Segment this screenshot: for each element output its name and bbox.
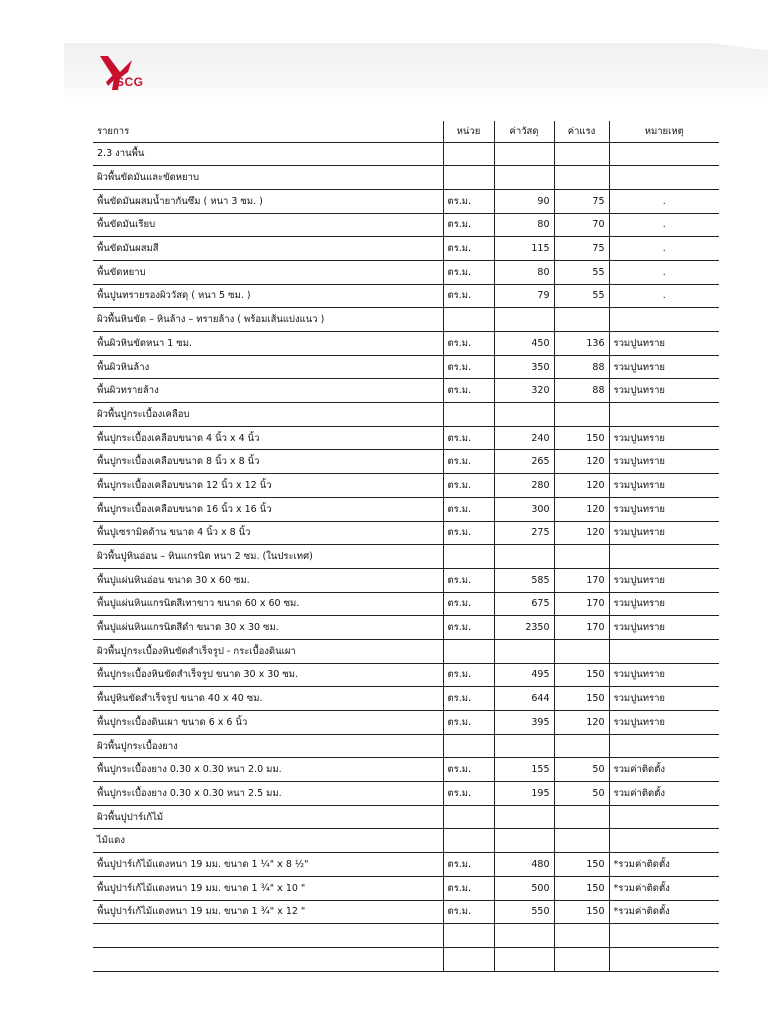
cell-labor: 150 — [554, 687, 609, 711]
cell-material: 115 — [494, 237, 554, 261]
cell-item: พื้นปูปาร์เก้ไม้แดงหนา 19 มม. ขนาด 1 ¼" x 8 ½" — [93, 853, 443, 877]
table-header-row — [93, 121, 719, 142]
cell-material: 500 — [494, 876, 554, 900]
logo-text: SCG — [116, 75, 144, 89]
table-row — [93, 687, 719, 711]
cell-note — [609, 829, 719, 853]
cell-item: ผิวพื้นปูกระเบื้องหินขัดสำเร็จรูป - กระเบื้องดินเผา — [93, 639, 443, 663]
cell-unit — [443, 805, 494, 829]
cell-item: พื้นขัดหยาบ — [93, 260, 443, 284]
cell-material — [494, 734, 554, 758]
cell-unit: ตร.ม. — [443, 355, 494, 379]
cell-labor — [554, 805, 609, 829]
cell-labor: 120 — [554, 474, 609, 498]
cell-item: ผิวพื้นขัดมันและขัดหยาบ — [93, 166, 443, 190]
table-row — [93, 805, 719, 829]
cell-material: 480 — [494, 853, 554, 877]
cell-labor: 88 — [554, 379, 609, 403]
cell-labor: 70 — [554, 213, 609, 237]
table-row — [93, 284, 719, 308]
cell-unit — [443, 403, 494, 427]
cell-material: 644 — [494, 687, 554, 711]
cell-item: ผิวพื้นปูปาร์เก้ไม้ — [93, 805, 443, 829]
cell-note: *รวมค่าติดตั้ง — [609, 853, 719, 877]
cell-unit: ตร.ม. — [443, 379, 494, 403]
cell-note — [609, 639, 719, 663]
cell-item: พื้นปูกระเบื้องเคลือบขนาด 8 นิ้ว x 8 นิ้ว — [93, 450, 443, 474]
cell-material: 585 — [494, 568, 554, 592]
table-row — [93, 900, 719, 924]
cell-note: รวมปูนทราย — [609, 355, 719, 379]
cell-item: พื้นปูกระเบื้องเคลือบขนาด 4 นิ้ว x 4 นิ้ว — [93, 426, 443, 450]
cell-unit: ตร.ม. — [443, 853, 494, 877]
cell-material: 320 — [494, 379, 554, 403]
cell-unit: ตร.ม. — [443, 237, 494, 261]
cell-unit — [443, 308, 494, 332]
cell-labor: 120 — [554, 521, 609, 545]
cell-unit: ตร.ม. — [443, 426, 494, 450]
header-note: หมายเหตุ — [609, 121, 719, 142]
cell-item: ผิวพื้นปูกระเบื้องเคลือบ — [93, 403, 443, 427]
cell-item: พื้นปูกระเบื้องดินเผา ขนาด 6 x 6 นิ้ว — [93, 711, 443, 735]
cell-note: รวมปูนทราย — [609, 450, 719, 474]
cell-labor: 150 — [554, 900, 609, 924]
table-row — [93, 876, 719, 900]
cell-note — [609, 308, 719, 332]
header-unit: หน่วย — [443, 121, 494, 142]
table-row — [93, 237, 719, 261]
cell-item: พื้นปูนทรายรองผิววัสดุ ( หนา 5 ซม. ) — [93, 284, 443, 308]
cell-note: รวมปูนทราย — [609, 474, 719, 498]
cell-material — [494, 829, 554, 853]
cell-note: . — [609, 284, 719, 308]
cell-material: 265 — [494, 450, 554, 474]
cell-labor: 75 — [554, 237, 609, 261]
cell-note: รวมปูนทราย — [609, 426, 719, 450]
cell-unit: ตร.ม. — [443, 900, 494, 924]
cell-item: พื้นปูกระเบื้องเคลือบขนาด 12 นิ้ว x 12 นิ้ว — [93, 474, 443, 498]
cell-material: 350 — [494, 355, 554, 379]
cell-material: 2350 — [494, 616, 554, 640]
cell-note — [609, 166, 719, 190]
cell-labor — [554, 308, 609, 332]
cell-note: รวมปูนทราย — [609, 332, 719, 356]
table-row — [93, 639, 719, 663]
cell-item: พื้นผิวทรายล้าง — [93, 379, 443, 403]
table-row — [93, 829, 719, 853]
table-row — [93, 711, 719, 735]
cell-item — [93, 947, 443, 971]
cell-material: 80 — [494, 260, 554, 284]
cell-item: พื้นปูกระเบื้องยาง 0.30 x 0.30 หนา 2.5 มม. — [93, 782, 443, 806]
cell-note: รวมปูนทราย — [609, 379, 719, 403]
cell-unit: ตร.ม. — [443, 189, 494, 213]
table-row — [93, 426, 719, 450]
cell-labor: 120 — [554, 711, 609, 735]
table-row — [93, 947, 719, 971]
cell-item: ผิวพื้นปูหินอ่อน – หินแกรนิต หนา 2 ซม. (ในประเทศ) — [93, 545, 443, 569]
cell-unit — [443, 545, 494, 569]
cell-unit: ตร.ม. — [443, 663, 494, 687]
cell-material: 675 — [494, 592, 554, 616]
cell-item: พื้นปูกระเบื้องยาง 0.30 x 0.30 หนา 2.0 มม. — [93, 758, 443, 782]
cell-item: พื้นปูแผ่นหินแกรนิตสีดำ ขนาด 30 x 30 ซม. — [93, 616, 443, 640]
cell-note: . — [609, 213, 719, 237]
table-row — [93, 355, 719, 379]
cell-material: 300 — [494, 497, 554, 521]
cell-item: พื้นขัดมันผสมสี — [93, 237, 443, 261]
table-row — [93, 189, 719, 213]
cell-note: รวมปูนทราย — [609, 616, 719, 640]
cell-item: พื้นปูปาร์เก้ไม้แดงหนา 19 มม. ขนาด 1 ¾" x 10 " — [93, 876, 443, 900]
cell-note: รวมปูนทราย — [609, 568, 719, 592]
cell-labor — [554, 545, 609, 569]
cell-item: 2.3 งานพื้น — [93, 142, 443, 166]
cell-unit — [443, 166, 494, 190]
cell-material: 240 — [494, 426, 554, 450]
cell-note: รวมค่าติดตั้ง — [609, 758, 719, 782]
cell-labor: 50 — [554, 782, 609, 806]
cell-material: 450 — [494, 332, 554, 356]
cell-item: พื้นปูกระเบื้องเคลือบขนาด 16 นิ้ว x 16 นิ้ว — [93, 497, 443, 521]
cell-note — [609, 947, 719, 971]
cell-unit: ตร.ม. — [443, 616, 494, 640]
cell-unit — [443, 924, 494, 948]
cell-unit: ตร.ม. — [443, 758, 494, 782]
cell-material: 155 — [494, 758, 554, 782]
table-row — [93, 663, 719, 687]
table-row — [93, 260, 719, 284]
table-row — [93, 616, 719, 640]
cell-labor: 50 — [554, 758, 609, 782]
table-row — [93, 403, 719, 427]
cell-labor: 55 — [554, 284, 609, 308]
table-row — [93, 497, 719, 521]
cell-material: 280 — [494, 474, 554, 498]
cell-note — [609, 805, 719, 829]
table-row — [93, 592, 719, 616]
cell-labor — [554, 403, 609, 427]
table-row — [93, 308, 719, 332]
cell-item: พื้นปูหินขัดสำเร็จรูป ขนาด 40 x 40 ซม. — [93, 687, 443, 711]
table-row — [93, 782, 719, 806]
cell-material — [494, 639, 554, 663]
cell-unit: ตร.ม. — [443, 332, 494, 356]
cell-labor: 150 — [554, 853, 609, 877]
price-table — [93, 121, 719, 972]
table-body — [93, 142, 719, 971]
cell-unit — [443, 947, 494, 971]
cell-note: รวมปูนทราย — [609, 497, 719, 521]
table-row — [93, 545, 719, 569]
cell-labor: 88 — [554, 355, 609, 379]
cell-labor — [554, 639, 609, 663]
cell-note: รวมค่าติดตั้ง — [609, 782, 719, 806]
table-row — [93, 166, 719, 190]
table-row — [93, 758, 719, 782]
cell-item: พื้นปูกระเบื้องหินขัดสำเร็จรูป ขนาด 30 x 30 ซม. — [93, 663, 443, 687]
cell-note: รวมปูนทราย — [609, 711, 719, 735]
cell-unit — [443, 734, 494, 758]
cell-unit: ตร.ม. — [443, 592, 494, 616]
cell-material — [494, 142, 554, 166]
table-row — [93, 213, 719, 237]
cell-material — [494, 545, 554, 569]
cell-material: 79 — [494, 284, 554, 308]
cell-unit: ตร.ม. — [443, 213, 494, 237]
cell-unit — [443, 829, 494, 853]
cell-unit: ตร.ม. — [443, 521, 494, 545]
cell-labor — [554, 166, 609, 190]
cell-material — [494, 805, 554, 829]
cell-item — [93, 924, 443, 948]
header-material: ค่าวัสดุ — [494, 121, 554, 142]
cell-material: 195 — [494, 782, 554, 806]
cell-material — [494, 166, 554, 190]
cell-labor: 150 — [554, 426, 609, 450]
cell-note: รวมปูนทราย — [609, 687, 719, 711]
table-row — [93, 568, 719, 592]
cell-labor: 120 — [554, 497, 609, 521]
cell-note: *รวมค่าติดตั้ง — [609, 876, 719, 900]
cell-material: 550 — [494, 900, 554, 924]
cell-note: รวมปูนทราย — [609, 521, 719, 545]
cell-labor: 150 — [554, 876, 609, 900]
cell-labor: 150 — [554, 663, 609, 687]
cell-unit: ตร.ม. — [443, 497, 494, 521]
cell-item: ผิวพื้นปูกระเบื้องยาง — [93, 734, 443, 758]
cell-note: . — [609, 189, 719, 213]
table-row — [93, 474, 719, 498]
cell-unit — [443, 142, 494, 166]
table-row — [93, 142, 719, 166]
cell-note: *รวมค่าติดตั้ง — [609, 900, 719, 924]
cell-material: 90 — [494, 189, 554, 213]
scg-logo — [98, 52, 170, 100]
cell-labor: 75 — [554, 189, 609, 213]
header-item: รายการ — [93, 121, 443, 142]
cell-item: พื้นปูแผ่นหินอ่อน ขนาด 30 x 60 ซม. — [93, 568, 443, 592]
cell-note — [609, 403, 719, 427]
cell-unit: ตร.ม. — [443, 284, 494, 308]
cell-labor: 170 — [554, 568, 609, 592]
cell-note — [609, 142, 719, 166]
cell-item: พื้นปูปาร์เก้ไม้แดงหนา 19 มม. ขนาด 1 ¾" x 12 " — [93, 900, 443, 924]
cell-note — [609, 734, 719, 758]
cell-note: รวมปูนทราย — [609, 663, 719, 687]
cell-item: ผิวพื้นหินขัด – หินล้าง – ทรายล้าง ( พร้อมเส้นแบ่งแนว ) — [93, 308, 443, 332]
cell-unit: ตร.ม. — [443, 474, 494, 498]
cell-labor — [554, 734, 609, 758]
cell-labor: 55 — [554, 260, 609, 284]
table-row — [93, 734, 719, 758]
cell-material — [494, 308, 554, 332]
cell-material: 395 — [494, 711, 554, 735]
table-row — [93, 853, 719, 877]
cell-item: พื้นผิวหินล้าง — [93, 355, 443, 379]
table-row — [93, 924, 719, 948]
cell-item: ไม้แดง — [93, 829, 443, 853]
cell-labor — [554, 829, 609, 853]
cell-unit: ตร.ม. — [443, 782, 494, 806]
cell-item: พื้นขัดมันผสมน้ำยากันซึม ( หนา 3 ซม. ) — [93, 189, 443, 213]
cell-material: 80 — [494, 213, 554, 237]
cell-labor — [554, 142, 609, 166]
table-row — [93, 450, 719, 474]
cell-unit: ตร.ม. — [443, 450, 494, 474]
cell-unit: ตร.ม. — [443, 260, 494, 284]
cell-note: . — [609, 237, 719, 261]
cell-note — [609, 924, 719, 948]
cell-unit: ตร.ม. — [443, 687, 494, 711]
cell-labor — [554, 924, 609, 948]
cell-material: 275 — [494, 521, 554, 545]
table-row — [93, 521, 719, 545]
cell-note: รวมปูนทราย — [609, 592, 719, 616]
cell-unit — [443, 639, 494, 663]
cell-note — [609, 545, 719, 569]
cell-labor: 170 — [554, 592, 609, 616]
table-row — [93, 332, 719, 356]
cell-labor — [554, 947, 609, 971]
cell-material — [494, 924, 554, 948]
table-row — [93, 379, 719, 403]
cell-item: พื้นผิวหินขัดหนา 1 ซม. — [93, 332, 443, 356]
cell-item: พื้นปูแผ่นหินแกรนิตสีเทาขาว ขนาด 60 x 60 ซม. — [93, 592, 443, 616]
cell-material — [494, 947, 554, 971]
cell-material — [494, 403, 554, 427]
cell-unit: ตร.ม. — [443, 568, 494, 592]
cell-labor: 120 — [554, 450, 609, 474]
cell-unit: ตร.ม. — [443, 876, 494, 900]
header-labor: ค่าแรง — [554, 121, 609, 142]
cell-labor: 136 — [554, 332, 609, 356]
cell-note: . — [609, 260, 719, 284]
cell-unit: ตร.ม. — [443, 711, 494, 735]
cell-item: พื้นขัดมันเรียบ — [93, 213, 443, 237]
cell-material: 495 — [494, 663, 554, 687]
cell-labor: 170 — [554, 616, 609, 640]
cell-item: พื้นปูเซรามิคด้าน ขนาด 4 นิ้ว x 8 นิ้ว — [93, 521, 443, 545]
